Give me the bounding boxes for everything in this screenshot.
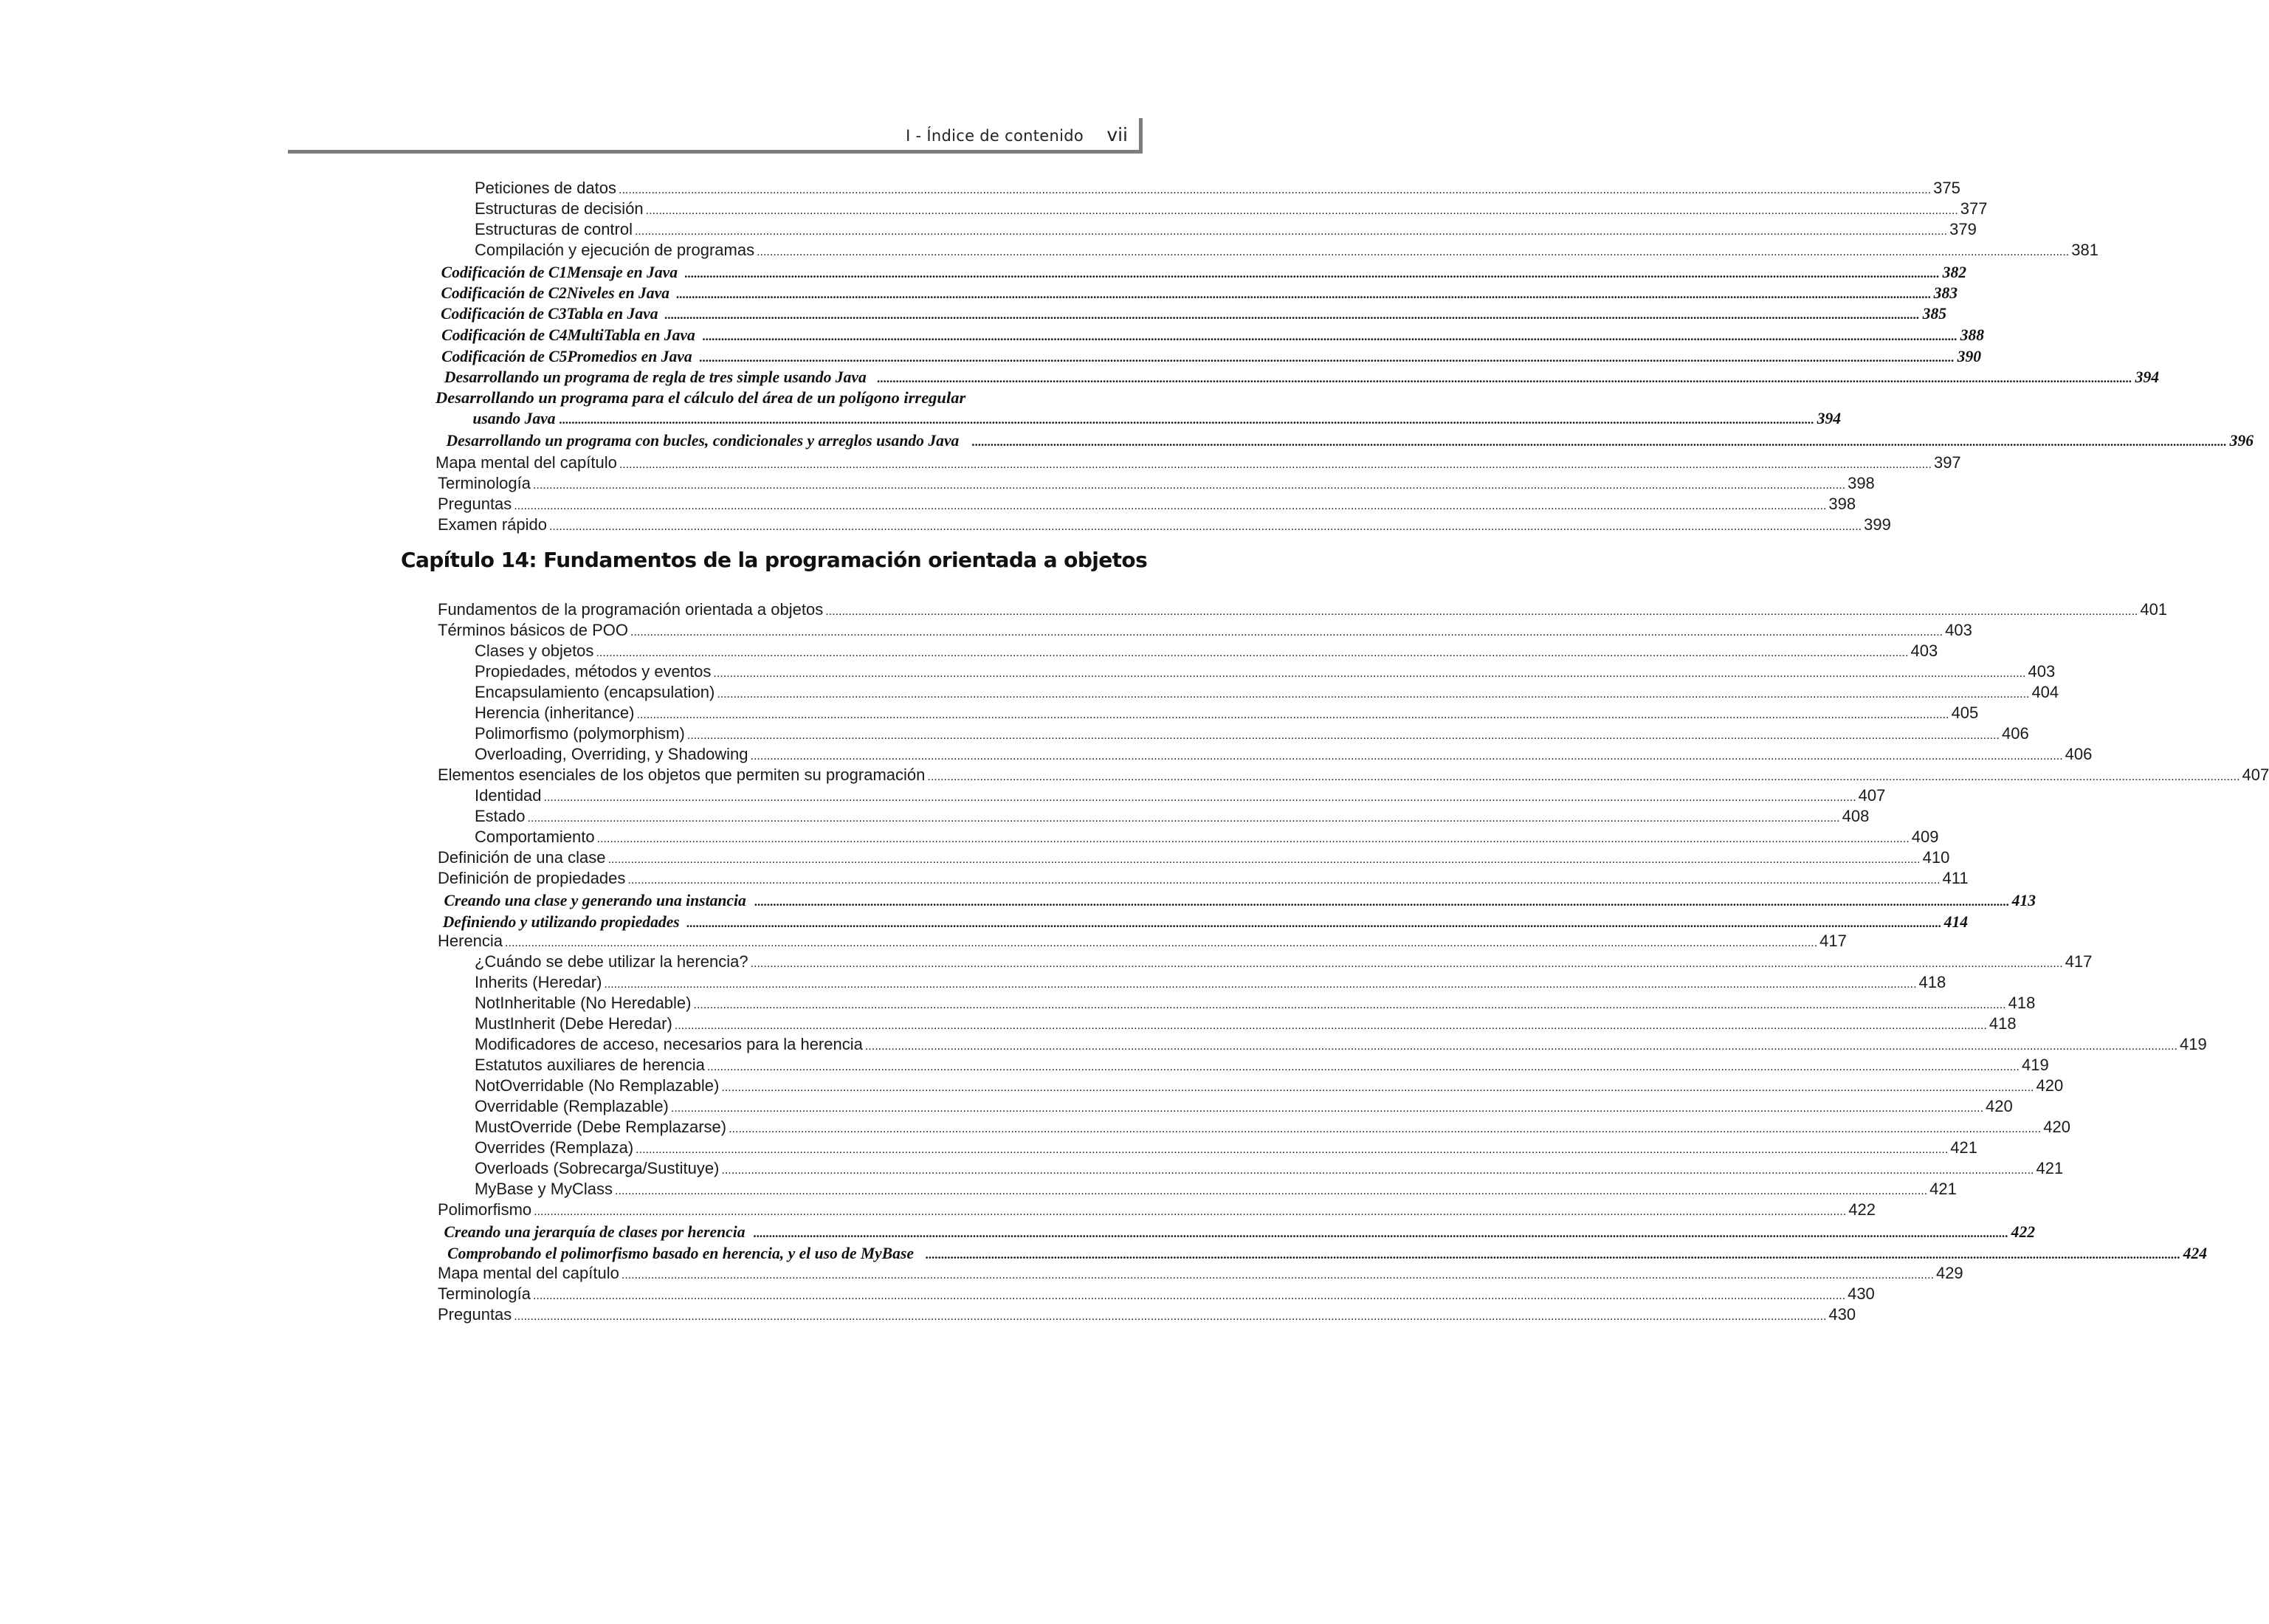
dot-leader: ................................................................................................................................................................................................................................................................................................................................................................................................................ xyxy=(686,729,2000,742)
running-title: I - Índice de contenido xyxy=(906,127,1084,145)
dot-leader: ................................................................................................................................................................................................................................................................................................................................................................................................................ xyxy=(636,709,1949,721)
toc-entry-page: 420 xyxy=(1986,1097,2013,1115)
dot-leader: ................................................................................................................................................................................................................................................................................................................................................................................................................ xyxy=(670,1102,1984,1115)
toc-entry-page: 407 xyxy=(1858,786,1886,805)
toc-entry[interactable] xyxy=(438,621,1972,640)
dot-leader: ................................................................................................................................................................................................................................................................................................................................................................................................................ xyxy=(864,1040,2177,1053)
toc-entry-title: Overrides (Remplaza) xyxy=(475,1138,634,1157)
dot-leader: ................................................................................................................................................................................................................................................................................................................................................................................................................ xyxy=(619,458,1932,471)
toc-entry[interactable] xyxy=(475,952,2093,971)
toc-entry[interactable] xyxy=(475,1180,1957,1199)
dot-leader: ................................................................................................................................................................................................................................................................................................................................................................................................................ xyxy=(621,1269,1934,1281)
toc-entry[interactable] xyxy=(438,515,1891,534)
toc-entry[interactable] xyxy=(475,1014,2017,1033)
toc-entry[interactable] xyxy=(475,662,2056,681)
dot-leader: ................................................................................................................................................................................................................................................................................................................................................................................................................ xyxy=(607,853,1921,866)
toc-entry-title: Codificación de C4MultiTabla en Java xyxy=(441,326,695,344)
toc-entry-title: Elementos esenciales de los objetos que permiten su programación xyxy=(438,765,926,784)
dot-leader: ................................................................................................................................................................................................................................................................................................................................................................................................................ xyxy=(926,1248,2181,1262)
toc-entry-page: 420 xyxy=(2043,1118,2070,1136)
toc-entry-page: 418 xyxy=(2008,994,2036,1012)
toc-entry[interactable] xyxy=(435,453,1961,472)
dot-leader: ................................................................................................................................................................................................................................................................................................................................................................................................................ xyxy=(634,225,1948,238)
dot-leader: ................................................................................................................................................................................................................................................................................................................................................................................................................ xyxy=(645,204,1958,217)
toc-entry-title: Estatutos auxiliares de herencia xyxy=(475,1056,705,1074)
dot-leader: ................................................................................................................................................................................................................................................................................................................................................................................................................ xyxy=(604,978,1917,991)
toc-entry-title: Codificación de C3Tabla en Java xyxy=(441,304,658,323)
toc-entry-title: Clases y objetos xyxy=(475,641,594,660)
toc-entry-title: Propiedades, métodos y eventos xyxy=(475,662,712,681)
toc-entry-page: 381 xyxy=(2071,241,2098,259)
toc-entry-exercise[interactable] xyxy=(438,891,2036,910)
toc-entry-title: Desarrollando un programa de regla de tres simple usando Java xyxy=(444,368,867,386)
toc-entry[interactable] xyxy=(438,1284,1875,1304)
toc-entry-page: 421 xyxy=(1929,1180,1957,1198)
toc-entry-page: 407 xyxy=(2242,765,2269,784)
toc-entry-page: 405 xyxy=(1951,703,1979,722)
dot-leader: ................................................................................................................................................................................................................................................................................................................................................................................................................ xyxy=(619,184,1932,196)
toc-entry-exercise[interactable] xyxy=(436,326,1985,345)
toc-entry-page: 401 xyxy=(2140,600,2168,619)
toc-entry[interactable] xyxy=(475,1035,2207,1054)
dot-leader: ................................................................................................................................................................................................................................................................................................................................................................................................................ xyxy=(664,308,1920,322)
toc-entry-page: 394 xyxy=(2135,368,2159,386)
toc-entry-page: 396 xyxy=(2229,431,2253,450)
toc-entry-title: Mapa mental del capítulo xyxy=(438,1264,619,1282)
toc-entry-page: 388 xyxy=(1960,326,1985,344)
toc-entry[interactable] xyxy=(438,495,1856,514)
toc-entry[interactable] xyxy=(475,724,2029,743)
toc-entry-page: 403 xyxy=(1945,621,1972,639)
toc-entry-title: Compilación y ejecución de programas xyxy=(475,241,755,259)
toc-entry-title: Preguntas xyxy=(438,1305,512,1324)
toc-entry-title: Estructuras de decisión xyxy=(475,199,644,218)
toc-entry-title: Definiendo y utilizando propiedades xyxy=(442,912,680,931)
toc-entry-page: 421 xyxy=(1950,1138,1978,1157)
dot-leader: ................................................................................................................................................................................................................................................................................................................................................................................................................ xyxy=(684,266,1940,281)
dot-leader: ................................................................................................................................................................................................................................................................................................................................................................................................................ xyxy=(721,1164,2034,1177)
toc-entry-title: Herencia xyxy=(438,932,503,950)
toc-entry-title: Terminología xyxy=(438,1284,531,1303)
toc-entry-page: 406 xyxy=(2065,745,2093,763)
toc-entry-title: Términos básicos de POO xyxy=(438,621,628,639)
dot-leader: ................................................................................................................................................................................................................................................................................................................................................................................................................ xyxy=(514,500,1827,512)
toc-entry-title: NotInheritable (No Heredable) xyxy=(475,994,692,1012)
toc-entry-title: Definición de propiedades xyxy=(438,869,626,887)
dot-leader: ................................................................................................................................................................................................................................................................................................................................................................................................................ xyxy=(706,1061,2020,1073)
toc-entry-page: 411 xyxy=(1942,869,1969,887)
toc-entry-title: Peticiones de datos xyxy=(475,179,617,197)
toc-entry-title: Estructuras de control xyxy=(475,220,633,238)
toc-entry-exercise[interactable] xyxy=(438,1244,2208,1263)
running-header xyxy=(288,118,1143,162)
toc-entry-exercise[interactable] xyxy=(438,1222,2036,1242)
toc-entry-title: Preguntas xyxy=(438,495,512,513)
toc-entry-title: Creando una jerarquía de clases por herencia xyxy=(444,1222,746,1241)
page-number: vii xyxy=(1106,124,1128,145)
toc-entry[interactable] xyxy=(475,828,1939,847)
toc-entry-title: MustOverride (Debe Remplazarse) xyxy=(475,1118,727,1136)
toc-entry[interactable] xyxy=(438,1305,1856,1324)
dot-leader: ................................................................................................................................................................................................................................................................................................................................................................................................................ xyxy=(534,1205,1847,1218)
toc-entry-page: 430 xyxy=(1848,1284,1875,1303)
toc-entry-title: Inherits (Heredar) xyxy=(475,973,602,991)
toc-entry-page: 379 xyxy=(1949,220,1977,238)
dot-leader: ................................................................................................................................................................................................................................................................................................................................................................................................................ xyxy=(877,371,2132,385)
toc-entry-page: 408 xyxy=(1842,807,1870,825)
toc-entry-title: Terminología xyxy=(438,474,531,492)
toc-entry-title: Comportamiento xyxy=(475,828,595,846)
toc-entry-page: 430 xyxy=(1828,1305,1856,1324)
toc-entry-page: 404 xyxy=(2031,683,2059,701)
dot-leader: ................................................................................................................................................................................................................................................................................................................................................................................................................ xyxy=(721,1081,2034,1094)
toc-entry[interactable] xyxy=(475,807,1870,826)
header-rule xyxy=(288,150,1143,154)
dot-leader: ................................................................................................................................................................................................................................................................................................................................................................................................................ xyxy=(757,246,2070,258)
dot-leader: ................................................................................................................................................................................................................................................................................................................................................................................................................ xyxy=(754,1226,2009,1240)
dot-leader: ................................................................................................................................................................................................................................................................................................................................................................................................................ xyxy=(971,435,2227,449)
toc-entry-exercise[interactable] xyxy=(435,368,2159,387)
dot-leader: ................................................................................................................................................................................................................................................................................................................................................................................................................ xyxy=(532,1290,1846,1302)
toc-entry-page: 422 xyxy=(2011,1222,2036,1241)
toc-entry-title: Polimorfismo (polymorphism) xyxy=(475,724,685,743)
toc-entry-exercise[interactable] xyxy=(436,263,1966,282)
toc-entry-title: Fundamentos de la programación orientada a objetos xyxy=(438,600,824,619)
toc-entry[interactable] xyxy=(475,786,1886,805)
dot-leader: ................................................................................................................................................................................................................................................................................................................................................................................................................ xyxy=(630,626,1943,639)
toc-entry[interactable] xyxy=(475,220,1977,239)
toc-entry[interactable] xyxy=(438,1264,1963,1283)
toc-entry-page: 419 xyxy=(2021,1056,2049,1074)
toc-entry-title: Polimorfismo xyxy=(438,1200,532,1219)
toc-entry-page: 399 xyxy=(1864,515,1891,534)
dot-leader: ................................................................................................................................................................................................................................................................................................................................................................................................................ xyxy=(543,791,1856,804)
dot-leader: ................................................................................................................................................................................................................................................................................................................................................................................................................ xyxy=(615,1185,1928,1197)
toc-entry[interactable] xyxy=(475,241,2098,260)
toc-entry[interactable] xyxy=(438,932,1847,951)
dot-leader: ................................................................................................................................................................................................................................................................................................................................................................................................................ xyxy=(548,520,1862,533)
dot-leader: ................................................................................................................................................................................................................................................................................................................................................................................................................ xyxy=(713,667,2026,680)
toc-entry[interactable] xyxy=(438,848,1950,867)
toc-entry[interactable] xyxy=(475,1076,2064,1095)
toc-entry-title: Codificación de C5Promedios en Java xyxy=(441,347,692,365)
toc-entry-page: 403 xyxy=(1910,641,1938,660)
toc-entry-exercise[interactable] xyxy=(435,431,2253,450)
toc-entry-page: 422 xyxy=(1848,1200,1876,1219)
toc-entry-page: 417 xyxy=(1819,932,1847,950)
toc-entry-page: 418 xyxy=(1918,973,1946,991)
toc-entry-title: Codificación de C2Niveles en Java xyxy=(441,283,670,302)
toc-entry-page: 398 xyxy=(1848,474,1875,492)
toc-entry[interactable] xyxy=(475,1097,2013,1116)
toc-entry-page: 394 xyxy=(1817,409,1841,427)
dot-leader: ................................................................................................................................................................................................................................................................................................................................................................................................................ xyxy=(627,874,1941,887)
toc-entry-exercise[interactable] xyxy=(438,912,1969,932)
toc-entry-title: Comprobando el polimorfismo basado en herencia, y el uso de MyBase xyxy=(447,1244,914,1262)
dot-leader: ................................................................................................................................................................................................................................................................................................................................................................................................................ xyxy=(559,413,1814,427)
toc-entry[interactable] xyxy=(475,1159,2064,1178)
toc-entry-title: Overloading, Overriding, y Shadowing xyxy=(475,745,748,763)
toc-entry[interactable] xyxy=(475,745,2093,764)
dot-leader: ................................................................................................................................................................................................................................................................................................................................................................................................................ xyxy=(717,688,2030,701)
toc-entry[interactable] xyxy=(475,1138,1978,1157)
toc-entry[interactable] xyxy=(475,199,1988,219)
toc-entry-title: Definición de una clase xyxy=(438,848,606,867)
toc-entry-page: 406 xyxy=(2001,724,2029,743)
toc-entry-page: 409 xyxy=(1911,828,1939,846)
toc-entry-title: Encapsulamiento (encapsulation) xyxy=(475,683,715,701)
toc-entry-title: Creando una clase y generando una instancia xyxy=(444,891,746,909)
toc-entry-title: MustInherit (Debe Heredar) xyxy=(475,1014,672,1033)
toc-entry[interactable] xyxy=(475,683,2059,702)
toc-entry-title: Estado xyxy=(475,807,526,825)
toc-entry-exercise[interactable] xyxy=(436,304,1946,323)
toc-entry-page: 385 xyxy=(1922,304,1946,323)
toc-entry[interactable] xyxy=(475,994,2036,1013)
toc-entry-title: Overridable (Remplazable) xyxy=(475,1097,669,1115)
dot-leader: ................................................................................................................................................................................................................................................................................................................................................................................................................ xyxy=(750,957,2063,970)
toc-entry-page: 421 xyxy=(2036,1159,2064,1177)
toc-entry-page: 375 xyxy=(1933,179,1960,197)
dot-leader: ................................................................................................................................................................................................................................................................................................................................................................................................................ xyxy=(527,812,1840,825)
toc-entry-exercise[interactable] xyxy=(436,283,1958,303)
toc-entry[interactable] xyxy=(438,600,2168,619)
toc-entry[interactable] xyxy=(475,703,1979,723)
toc-entry[interactable] xyxy=(475,1118,2070,1137)
toc-entry-title: Overloads (Sobrecarga/Sustituye) xyxy=(475,1159,720,1177)
toc-entry-title: Desarrollando un programa para el cálculo del área de un polígono irregular xyxy=(435,388,966,407)
dot-leader: ................................................................................................................................................................................................................................................................................................................................................................................................................ xyxy=(750,750,2063,763)
dot-leader: ................................................................................................................................................................................................................................................................................................................................................................................................................ xyxy=(636,1143,1949,1156)
dot-leader: ................................................................................................................................................................................................................................................................................................................................................................................................................ xyxy=(693,999,2006,1011)
toc-entry[interactable] xyxy=(475,641,1938,661)
toc-entry-page: 390 xyxy=(1957,347,1981,365)
toc-entry-page: 377 xyxy=(1960,199,1988,218)
toc-entry[interactable] xyxy=(475,1056,2049,1075)
toc-entry-title: Examen rápido xyxy=(438,515,547,534)
toc-entry-title: Identidad xyxy=(475,786,542,805)
toc-entry-page: 420 xyxy=(2036,1076,2064,1095)
toc-entry[interactable] xyxy=(438,474,1875,493)
toc-entry-page: 410 xyxy=(1922,848,1950,867)
toc-entry-title: Desarrollando un programa con bucles, condicionales y arreglos usando Java xyxy=(446,431,960,450)
dot-leader: ................................................................................................................................................................................................................................................................................................................................................................................................................ xyxy=(699,351,1955,365)
toc-entry-title: Mapa mental del capítulo xyxy=(435,453,617,472)
dot-leader: ................................................................................................................................................................................................................................................................................................................................................................................................................ xyxy=(596,647,1909,659)
toc-entry-title: Herencia (inheritance) xyxy=(475,703,635,722)
dot-leader: ................................................................................................................................................................................................................................................................................................................................................................................................................ xyxy=(674,1019,1987,1032)
dot-leader: ................................................................................................................................................................................................................................................................................................................................................................................................................ xyxy=(596,833,1910,845)
toc-entry-title: Codificación de C1Mensaje en Java xyxy=(441,263,678,281)
toc-entry-page: 429 xyxy=(1935,1264,1963,1282)
header-vertical-bar xyxy=(1139,118,1143,154)
dot-leader: ................................................................................................................................................................................................................................................................................................................................................................................................................ xyxy=(676,287,1932,301)
toc-entry-page: 417 xyxy=(2065,952,2093,971)
toc-entry-page: 398 xyxy=(1828,495,1856,513)
toc-entry-title: MyBase y MyClass xyxy=(475,1180,613,1198)
dot-leader: ................................................................................................................................................................................................................................................................................................................................................................................................................ xyxy=(532,479,1846,492)
toc-entry-title: NotOverridable (No Remplazable) xyxy=(475,1076,720,1095)
toc-entry[interactable] xyxy=(438,1200,1876,1219)
toc-entry-page: 403 xyxy=(2028,662,2056,681)
toc-entry[interactable] xyxy=(438,869,1969,888)
toc-entry-page: 413 xyxy=(2012,891,2036,909)
toc-entry-title: ¿Cuándo se debe utilizar la herencia? xyxy=(475,952,748,971)
dot-leader: ................................................................................................................................................................................................................................................................................................................................................................................................................ xyxy=(505,937,1818,949)
chapter-heading: Capítulo 14: Fundamentos de la programación orientada a objetos xyxy=(401,548,1148,572)
dot-leader: ................................................................................................................................................................................................................................................................................................................................................................................................................ xyxy=(754,895,2010,909)
dot-leader: ................................................................................................................................................................................................................................................................................................................................................................................................................ xyxy=(702,329,1958,343)
toc-entry-title: usando Java xyxy=(472,409,556,427)
toc-entry-exercise[interactable] xyxy=(436,347,1981,366)
dot-leader: ................................................................................................................................................................................................................................................................................................................................................................................................................ xyxy=(514,1310,1827,1323)
dot-leader: ................................................................................................................................................................................................................................................................................................................................................................................................................ xyxy=(825,605,2138,618)
toc-entry[interactable] xyxy=(475,179,1960,198)
toc-entry-page: 418 xyxy=(1989,1014,2017,1033)
toc-entry-page: 383 xyxy=(1934,283,1958,302)
dot-leader: ................................................................................................................................................................................................................................................................................................................................................................................................................ xyxy=(927,771,2240,783)
toc-entry-page: 397 xyxy=(1933,453,1961,472)
toc-entry[interactable] xyxy=(438,765,2269,785)
toc-entry-exercise[interactable] xyxy=(471,409,1841,428)
dot-leader: ................................................................................................................................................................................................................................................................................................................................................................................................................ xyxy=(729,1123,2042,1135)
toc-entry[interactable] xyxy=(475,973,1946,992)
toc-entry-page: 424 xyxy=(2183,1244,2208,1262)
toc-entry-page: 414 xyxy=(1944,912,1969,931)
toc-entry-page: 382 xyxy=(1942,263,1966,281)
toc-entry-page: 419 xyxy=(2179,1035,2207,1053)
dot-leader: ................................................................................................................................................................................................................................................................................................................................................................................................................ xyxy=(686,916,1942,930)
toc-entry-title: Modificadores de acceso, necesarios para la herencia xyxy=(475,1035,863,1053)
